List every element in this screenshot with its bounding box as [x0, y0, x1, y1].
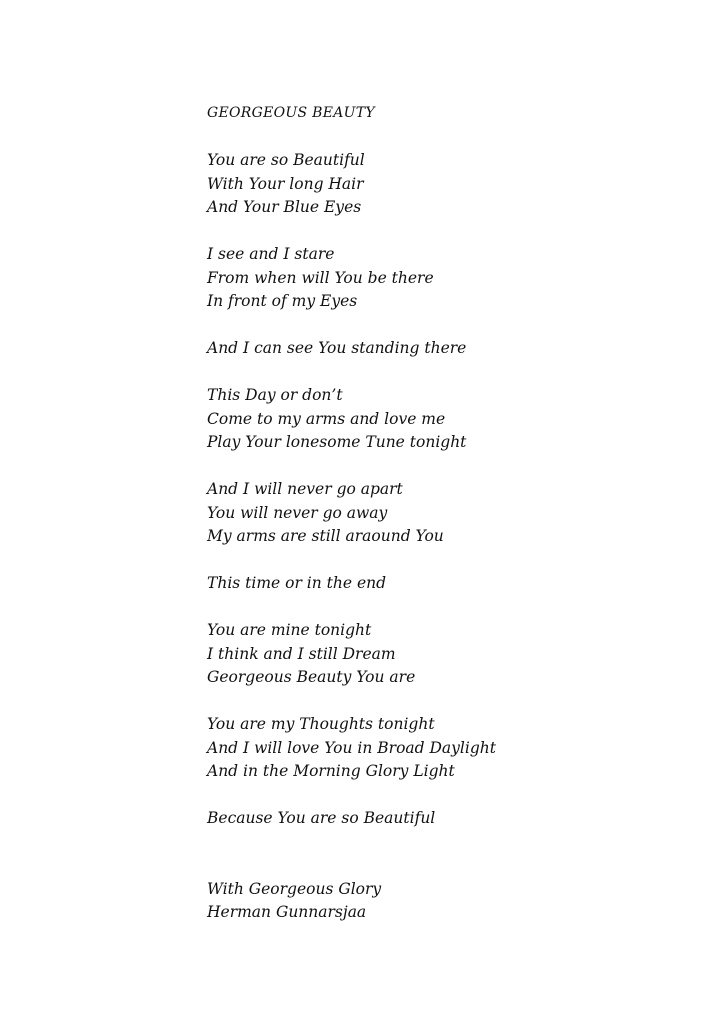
poem-line: From when will You be there — [207, 268, 434, 287]
stanza-gap — [207, 690, 627, 714]
poem-line: My arms are still araound You — [207, 527, 444, 545]
stanza-gap — [207, 455, 627, 479]
poem-line: In front of my Eyes — [207, 292, 358, 310]
poem-title: GEORGEOUS BEAUTY — [207, 105, 375, 121]
stanza-gap — [207, 361, 627, 385]
stanza-gap — [207, 596, 627, 620]
signature-closing: With Georgeous Glory — [207, 879, 382, 898]
stanza-gap — [207, 784, 627, 808]
poem-line: This time or in the end — [207, 574, 387, 592]
poem-line: Play Your lonesome Tune tonight — [207, 433, 467, 451]
poem-line: And Your Blue Eyes — [207, 198, 362, 216]
poem-line: Come to my arms and love me — [207, 409, 446, 428]
poem-line: You are so Beautiful — [207, 151, 365, 169]
stanza-gap — [207, 549, 627, 573]
stanza-gap — [207, 126, 627, 150]
stanza-gap — [207, 220, 627, 244]
stanza-1 — [207, 149, 627, 220]
poem — [207, 102, 627, 925]
stanza-9 — [207, 807, 627, 831]
poem-line: I see and I stare — [207, 245, 335, 263]
poem-line: You will never go away — [207, 503, 388, 522]
stanza-6 — [207, 572, 627, 596]
stanza-3 — [207, 337, 627, 361]
signature-author: Herman Gunnarsjaa — [207, 903, 367, 921]
stanza-2 — [207, 243, 627, 314]
poem-line: And I can see You standing there — [207, 339, 467, 357]
signature-gap — [207, 831, 627, 878]
signature — [207, 878, 627, 925]
poem-line: Because You are so Beautiful — [207, 809, 436, 827]
poem-line: With Your long Hair — [207, 174, 364, 193]
stanza-gap — [207, 314, 627, 338]
poem-line: And in the Morning Glory Light — [207, 762, 455, 780]
stanza-7 — [207, 619, 627, 690]
poem-line: You are my Thoughts tonight — [207, 715, 435, 733]
stanza-5 — [207, 478, 627, 549]
stanza-4 — [207, 384, 627, 455]
poem-line: This Day or don’t — [207, 386, 343, 404]
poem-line: And I will love You in Broad Daylight — [207, 738, 496, 757]
poem-line: I think and I still Dream — [207, 644, 396, 663]
stanza-8 — [207, 713, 627, 784]
poem-line: Georgeous Beauty You are — [207, 668, 416, 686]
poem-line: You are mine tonight — [207, 621, 372, 639]
poem-line: And I will never go apart — [207, 480, 403, 498]
